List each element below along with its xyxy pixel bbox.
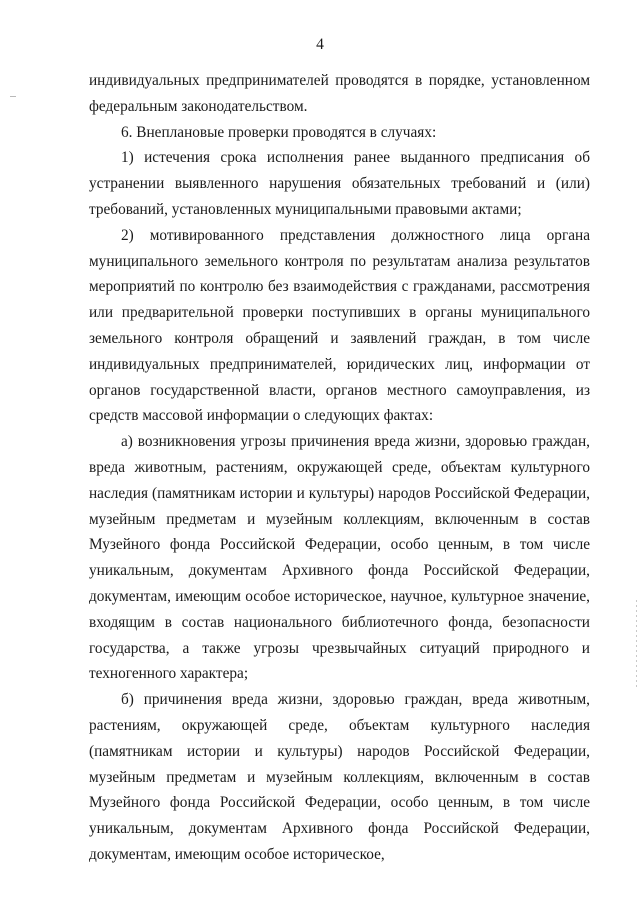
document-body (89, 68, 590, 868)
page-number: 4 (316, 36, 324, 53)
paragraph-subitem-1: 1) истечения срока исполнения ранее выданного предписания об устранении выявленного нарушения обязательных требований и (или) требований, установленных муниципальными правовыми актами; (89, 149, 590, 218)
paragraph-item-6: 6. Внеплановые проверки проводятся в случаях: (121, 123, 437, 141)
paragraph-subitem-b: б) причинения вреда жизни, здоровью граждан, вреда животным, растениям, окружающей среде, объектам культурного наследия (памятникам истории и культуры) народов Российской Федерации, музейным предметам и музейным коллекциям, включенным в состав Музейного фонда Российской Федерации, особо ценным, в том числе уникальным, документам Архивного фонда Российской Федерации, документам, имеющим особое историческое, (89, 691, 590, 863)
paragraph-subitem-a: а) возникновения угрозы причинения вреда жизни, здоровью граждан, вреда животным, растениям, окружающей среде, объектам культурного наследия (памятникам истории и культуры) народов Российской Федерации, музейным предметам и музейным коллекциям, включенным в состав Музейного фонда Российской Федерации, особо ценным, в том числе уникальным, документам Архивного фонда Российской Федерации, документам, имеющим особое историческое, научное, культурное значение, входящим в состав национального библиотечного фонда, безопасности государства, а также угрозы чрезвычайных ситуаций природного и техногенного характера; (89, 433, 590, 683)
scan-artifact-right (636, 600, 637, 690)
scan-artifact-left (10, 96, 16, 97)
paragraph-subitem-2: 2) мотивированного представления должностного лица органа муниципального земельного контроля по результатам анализа результатов мероприятий по контролю без взаимодействия с гражданами, рассмотрения или предварительной проверки поступивших в органы муниципального земельного контроля обращений и заявлений граждан, в том числе индивидуальных предпринимателей, юридических лиц, информации от органов государственной власти, органов местного самоуправления, из средств массовой информации о следующих фактах: (89, 226, 590, 425)
paragraph-continuation: индивидуальных предпринимателей проводятся в порядке, установленном федеральным законодательством. (89, 72, 590, 115)
